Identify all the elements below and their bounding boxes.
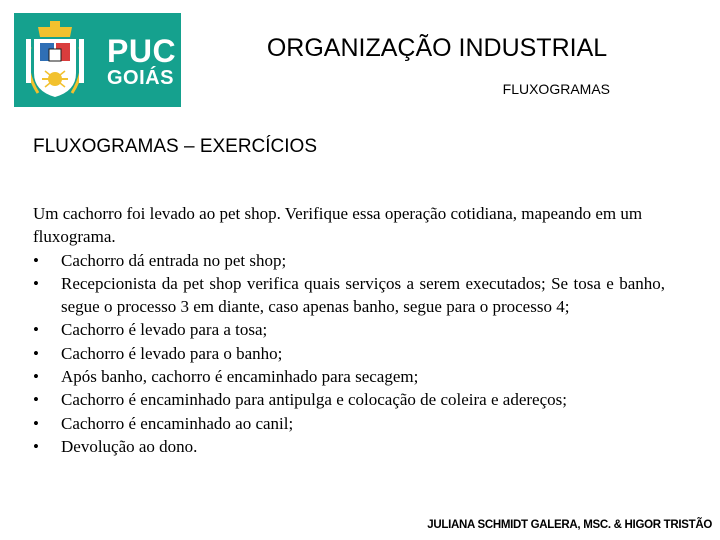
exercise-intro: Um cachorro foi levado ao pet shop. Verifique essa operação cotidiana, mapeando em um fluxograma. [33, 204, 643, 247]
step-text: Recepcionista da pet shop verifica quais serviços a serem executados; Se tosa e banho, segue o processo 3 em diante, caso apenas banho, segue para o processo 4; [61, 273, 665, 317]
list-item [33, 435, 665, 458]
bullet-icon: • [33, 343, 39, 363]
list-item [33, 272, 665, 319]
logo-goias-text: GOIÁS [107, 67, 174, 89]
list-item [33, 318, 665, 341]
bullet-icon: • [33, 413, 39, 433]
bullet-icon: • [33, 390, 39, 410]
list-item [33, 249, 665, 272]
list-item [33, 388, 665, 411]
step-text: Cachorro é levado para a tosa; [61, 320, 268, 340]
logo-puc-text: PUC [107, 33, 177, 69]
step-text: Cachorro é encaminhado ao canil; [61, 413, 294, 433]
bullet-icon: • [33, 436, 39, 456]
bullet-icon: • [33, 367, 39, 387]
exercise-content [33, 202, 665, 458]
step-text: Após banho, cachorro é encaminhado para secagem; [61, 367, 419, 387]
list-item [33, 412, 665, 435]
list-item [33, 342, 665, 365]
puc-goias-logo [14, 13, 181, 107]
university-crest-icon [14, 13, 104, 107]
step-text: Cachorro é encaminhado para antipulga e colocação de coleira e adereços; [61, 390, 567, 410]
step-text: Cachorro dá entrada no pet shop; [61, 250, 287, 270]
list-item [33, 365, 665, 388]
page-title: ORGANIZAÇÃO INDUSTRIAL [266, 34, 608, 62]
bullet-icon: • [33, 273, 39, 293]
bullet-icon: • [33, 250, 39, 270]
steps-list [33, 249, 665, 459]
page-subtitle: FLUXOGRAMAS [502, 81, 610, 97]
footer-authors: JULIANA SCHMIDT GALERA, MSC. & HIGOR TRISTÃO [427, 519, 712, 531]
step-text: Devolução ao dono. [61, 436, 198, 456]
step-text: Cachorro é levado para o banho; [61, 343, 283, 363]
section-title: FLUXOGRAMAS – EXERCÍCIOS [33, 136, 318, 157]
bullet-icon: • [33, 320, 39, 340]
